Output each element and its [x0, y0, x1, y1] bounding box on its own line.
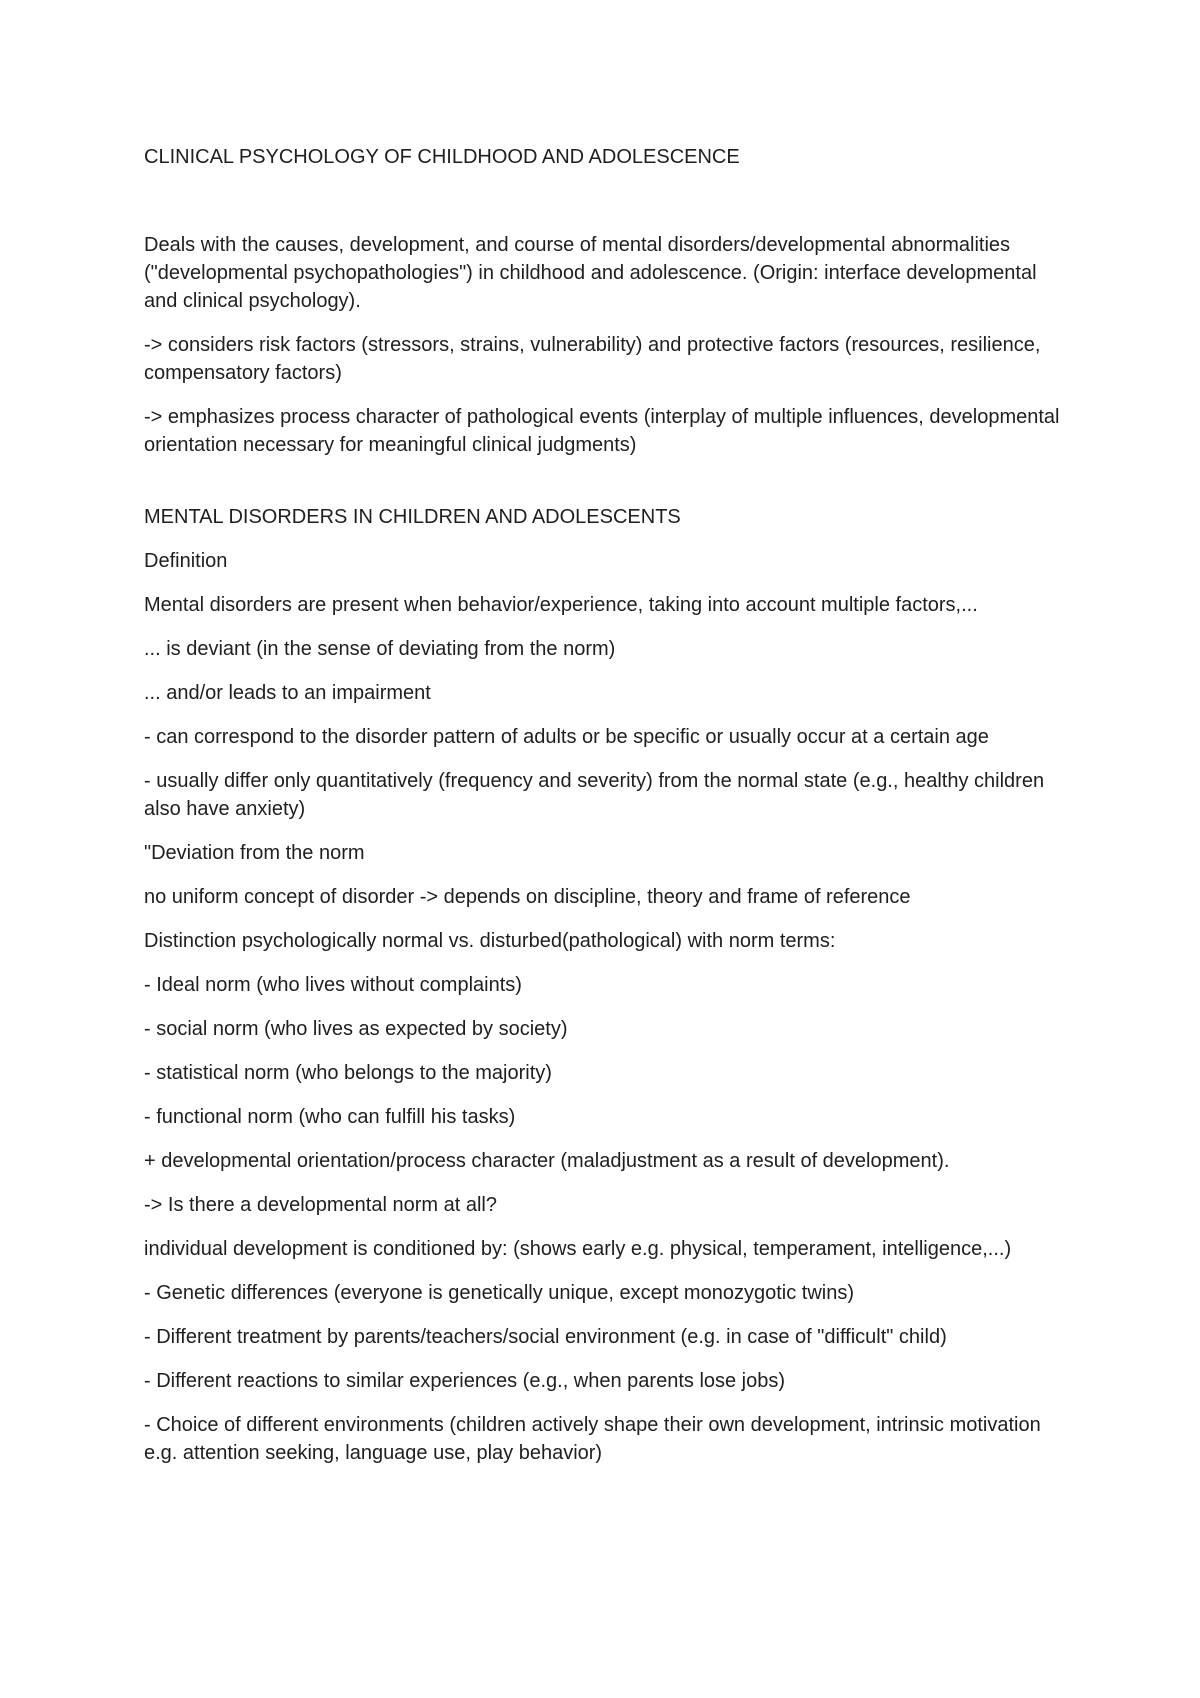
paragraph: - functional norm (who can fulfill his tasks) [144, 1106, 516, 1128]
paragraph: - statistical norm (who belongs to the majority) [144, 1062, 552, 1084]
paragraph: -> emphasizes process character of pathological events (interplay of multiple influences, developmental orientation necessary for meaningful clinical judgments) [144, 406, 1060, 456]
paragraph: -> Is there a developmental norm at all? [144, 1194, 497, 1216]
paragraph: Definition [144, 550, 228, 572]
section-heading: CLINICAL PSYCHOLOGY OF CHILDHOOD AND ADOLESCENCE [144, 146, 740, 168]
paragraph: no uniform concept of disorder -> depends on discipline, theory and frame of reference [144, 886, 911, 908]
paragraph: - Genetic differences (everyone is genetically unique, except monozygotic twins) [144, 1282, 854, 1304]
section-heading: MENTAL DISORDERS IN CHILDREN AND ADOLESCENTS [144, 506, 681, 528]
paragraph: - Ideal norm (who lives without complaints) [144, 974, 522, 996]
paragraph: Deals with the causes, development, and course of mental disorders/developmental abnormalities ("developmental psychopathologies") in childhood and adolescence. (Origin: interface developmental and clinical psychology). [144, 234, 1037, 312]
paragraph: - social norm (who lives as expected by society) [144, 1018, 568, 1040]
paragraph: "Deviation from the norm [144, 842, 365, 864]
paragraph: - can correspond to the disorder pattern of adults or be specific or usually occur at a certain age [144, 726, 989, 748]
paragraph: - Choice of different environments (children actively shape their own development, intrinsic motivation e.g. attention seeking, language use, play behavior) [144, 1414, 1041, 1464]
paragraph: -> considers risk factors (stressors, strains, vulnerability) and protective factors (resources, resilience, compensatory factors) [144, 334, 1041, 384]
paragraph: - Different treatment by parents/teachers/social environment (e.g. in case of "difficult" child) [144, 1326, 947, 1348]
paragraph: - Different reactions to similar experiences (e.g., when parents lose jobs) [144, 1370, 786, 1392]
paragraph: ... is deviant (in the sense of deviating from the norm) [144, 638, 616, 660]
paragraph: Distinction psychologically normal vs. disturbed(pathological) with norm terms: [144, 930, 836, 952]
paragraph: individual development is conditioned by: (shows early e.g. physical, temperament, intelligence,...) [144, 1238, 1012, 1260]
paragraph: ... and/or leads to an impairment [144, 682, 431, 704]
paragraph: Mental disorders are present when behavior/experience, taking into account multiple factors,... [144, 594, 978, 616]
paragraph: + developmental orientation/process character (maladjustment as a result of development). [144, 1150, 950, 1172]
paragraph: - usually differ only quantitatively (frequency and severity) from the normal state (e.g., healthy children also have anxiety) [144, 770, 1045, 820]
